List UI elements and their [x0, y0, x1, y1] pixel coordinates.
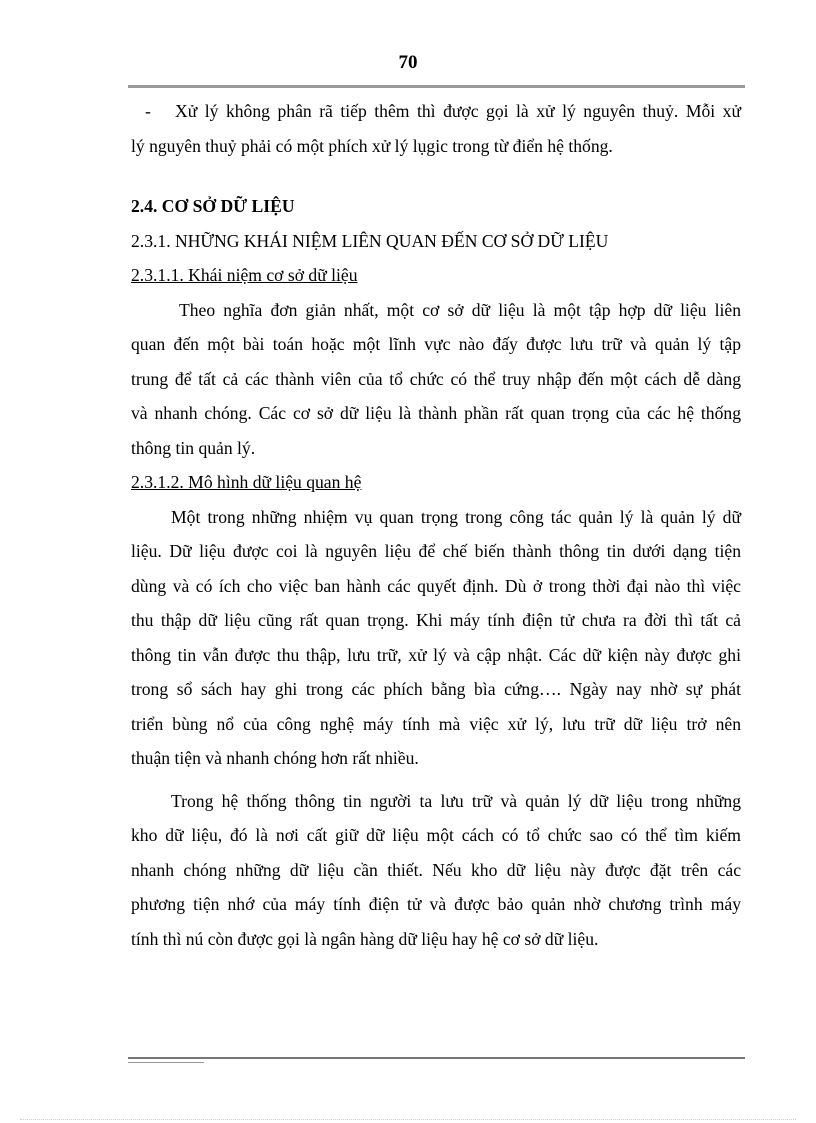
document-body: [131, 94, 741, 956]
paragraph-line: thu thập dữ liệu cũng rất quan trọng. Khi máy tính điện tử chưa ra đời thì tất cả: [131, 610, 741, 630]
paragraph-line: Trong hệ thống thông tin người ta lưu trữ và quản lý dữ liệu trong những: [171, 790, 741, 811]
bullet-dash: -: [145, 101, 151, 121]
paragraph-line: Một trong những nhiệm vụ quan trọng trong công tác quản lý là quản lý dữ: [171, 506, 741, 527]
section-gap: [131, 163, 741, 189]
section-subheading: 2.3.1. NHỮNG KHÁI NIỆM LIÊN QUAN ĐẾN CƠ SỞ DỮ LIỆU: [131, 230, 609, 251]
header-rule: [128, 85, 745, 88]
section-heading: 2.4. CƠ SỞ DỮ LIỆU: [131, 196, 295, 216]
bullet-item: [131, 94, 741, 129]
paragraph-line: triển bùng nổ của công nghệ máy tính mà việc xử lý, lưu trữ dữ liệu trở nên: [131, 713, 741, 734]
paragraph-line: kho dữ liệu, đó là nơi cất giữ dữ liệu một cách có tổ chức sao có thể tìm kiếm: [131, 825, 741, 845]
paragraph-line: trung để tất cả các thành viên của tổ chức có thể truy nhập đến một cách dễ dàng: [131, 368, 741, 389]
paragraph-line: Theo nghĩa đơn giản nhất, một cơ sở dữ liệu là một tập hợp dữ liệu liên: [179, 299, 741, 320]
footer-rule: [128, 1057, 745, 1059]
page-edge-dots: [20, 1119, 796, 1120]
subsection-title: [131, 258, 741, 293]
paragraph-line: tính thì nú còn được gọi là ngân hàng dữ liệu hay hệ cơ sở dữ liệu.: [131, 928, 599, 949]
paragraph-line: dùng và có ích cho việc ban hành các quyết định. Dù ở trong thời đại nào thì việc: [131, 575, 741, 596]
paragraph-line: liệu. Dữ liệu được coi là nguyên liệu để chế biến thành thông tin dưới dạng tiện: [131, 541, 741, 561]
paragraph-line: và nhanh chóng. Các cơ sở dữ liệu là thành phần rất quan trọng của các hệ thống: [131, 403, 741, 423]
paragraph-line: quan đến một bài toán hoặc một lĩnh vực nào đấy được lưu trữ và quản lý tập: [131, 334, 741, 354]
paragraph-line: nhanh chóng những dữ liệu cần thiết. Nếu kho dữ liệu này được đặt trên các: [131, 859, 741, 880]
paragraph-line: thông tin vẫn được thu thập, lưu trữ, xử lý và cập nhật. Các dữ kiện này được ghi: [131, 644, 741, 665]
paragraph-line: phương tiện nhớ của máy tính điện tử và được bảo quản nhờ chương trình máy: [131, 894, 741, 914]
page-number: 70: [398, 52, 418, 73]
footer-rule-short: [128, 1062, 204, 1063]
subsection-title-text: 2.3.1.2. Mô hình dữ liệu quan hệ: [131, 472, 362, 492]
bullet-text-line: lý nguyên thuỷ phải có một phích xử lý lụgic trong từ điển hệ thống.: [131, 135, 613, 156]
paragraph-line: thông tin quản lý.: [131, 437, 256, 458]
subsection-title-text: 2.3.1.1. Khái niệm cơ sở dữ liệu: [131, 265, 358, 285]
paragraph-line: thuận tiện và nhanh chóng hơn rất nhiều.: [131, 748, 419, 768]
bullet-text-line: Xử lý không phân rã tiếp thêm thì được gọi là xử lý nguyên thuỷ. Mỗi xử: [175, 101, 741, 121]
subsection-title: [131, 465, 741, 500]
paragraph-gap: [131, 776, 741, 784]
paragraph-line: trong sổ sách hay ghi trong các phích bằng bìa cứng…. Ngày nay nhờ sự phát: [131, 679, 741, 699]
